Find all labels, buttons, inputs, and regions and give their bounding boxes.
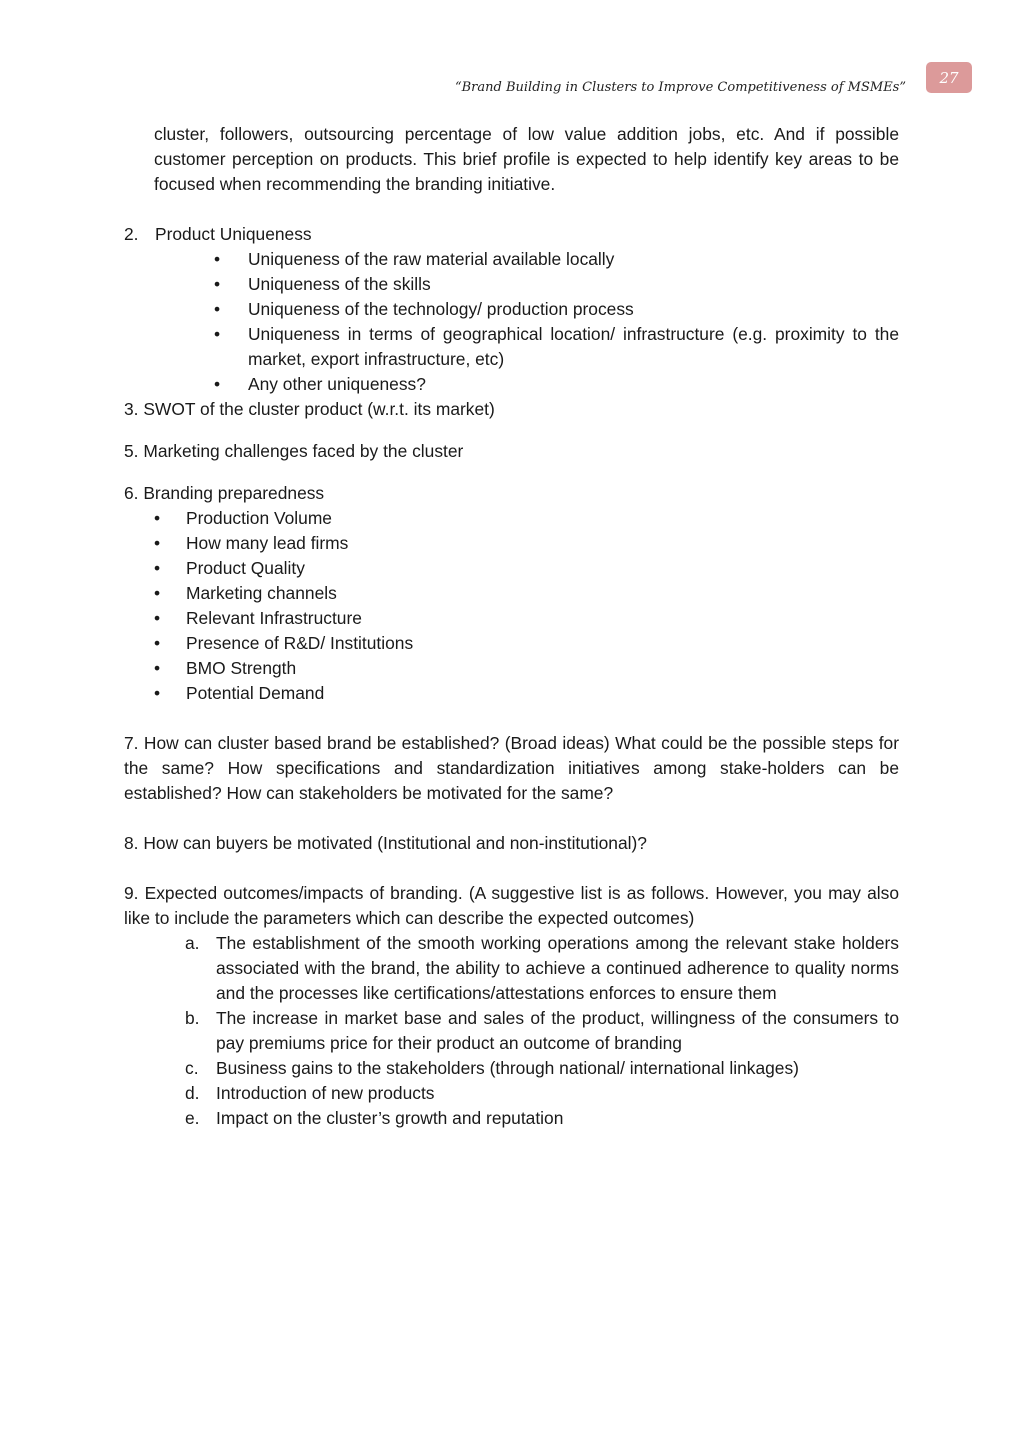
list-item-text: Business gains to the stakeholders (through national/ international linkages) <box>216 1058 799 1078</box>
list-marker: e. <box>185 1108 200 1128</box>
page-number-badge: 27 <box>926 62 972 93</box>
list-item <box>185 931 899 1006</box>
bullet-icon: • <box>214 274 221 294</box>
list-item-text: How many lead firms <box>186 533 349 553</box>
list-item-text: Production Volume <box>186 508 332 528</box>
list-item-text: Uniqueness of the technology/ production process <box>248 299 634 319</box>
bullet-icon: • <box>154 558 161 578</box>
list-item-text: The increase in market base and sales of the product, willingness of the consumers to pay premiums price for their product an outcome of branding <box>216 1008 899 1053</box>
document-body <box>124 122 899 1131</box>
list-item-text: Impact on the cluster’s growth and reputation <box>216 1108 564 1128</box>
bullet-icon: • <box>154 533 161 553</box>
bullet-icon: • <box>154 658 161 678</box>
bullet-icon: • <box>214 374 221 394</box>
list-item <box>154 531 899 556</box>
list-item <box>154 631 899 656</box>
section-8-paragraph: 8. How can buyers be motivated (Institutional and non-institutional)? <box>124 833 647 853</box>
list-item <box>214 372 899 397</box>
list-marker: b. <box>185 1008 200 1028</box>
list-item <box>154 506 899 531</box>
bullet-icon: • <box>214 249 221 269</box>
intro-paragraph: cluster, followers, outsourcing percentage of low value addition jobs, etc. And if possible customer perception on products. This brief profile is expected to help identify key areas to be focused when recommending the branding initiative. <box>154 124 899 194</box>
list-item <box>214 297 899 322</box>
list-item-text: Marketing channels <box>186 583 337 603</box>
list-item-text: Introduction of new products <box>216 1083 435 1103</box>
list-marker: d. <box>185 1083 200 1103</box>
list-item-text: Uniqueness in terms of geographical location/ infrastructure (e.g. proximity to the market, export infrastructure, etc) <box>248 324 899 369</box>
list-item <box>214 272 899 297</box>
section-9-intro: 9. Expected outcomes/impacts of branding. (A suggestive list is as follows. However, you may also like to include the parameters which can describe the expected outcomes) <box>124 883 899 928</box>
list-item-text: Product Quality <box>186 558 305 578</box>
list-item <box>185 1056 899 1081</box>
bullet-icon: • <box>214 324 221 344</box>
section-2-title: Product Uniqueness <box>155 224 312 244</box>
list-item-text: Any other uniqueness? <box>248 374 426 394</box>
list-item <box>154 606 899 631</box>
bullet-icon: • <box>154 608 161 628</box>
list-item <box>154 681 899 706</box>
list-item-text: Uniqueness of the skills <box>248 274 431 294</box>
bullet-icon: • <box>214 299 221 319</box>
list-marker: a. <box>185 933 200 953</box>
list-item-text: Potential Demand <box>186 683 325 703</box>
list-item-text: Relevant Infrastructure <box>186 608 362 628</box>
bullet-icon: • <box>154 683 161 703</box>
section-6-heading: 6. Branding preparedness <box>124 483 325 503</box>
section-2-heading <box>124 222 899 247</box>
list-item <box>214 322 899 372</box>
list-item-text: The establishment of the smooth working operations among the relevant stake holders associated with the brand, the ability to achieve a continued adherence to quality norms and the processes like certifications/attestations enforces to ensure them <box>216 933 899 1003</box>
section-7-paragraph: 7. How can cluster based brand be established? (Broad ideas) What could be the possible steps for the same? How specifications and standardization initiatives among stake-holders can be established? How can stakeholders be motivated for the same? <box>124 733 899 803</box>
list-item <box>154 556 899 581</box>
bullet-icon: • <box>154 583 161 603</box>
list-item <box>185 1081 899 1106</box>
section-3-heading: 3. SWOT of the cluster product (w.r.t. its market) <box>124 399 495 419</box>
bullet-icon: • <box>154 633 161 653</box>
preparedness-list <box>124 506 899 706</box>
list-marker: c. <box>185 1058 199 1078</box>
section-2-number: 2. <box>124 224 139 244</box>
list-item <box>154 656 899 681</box>
section-5-heading: 5. Marketing challenges faced by the cluster <box>124 441 464 461</box>
list-item-text: Presence of R&D/ Institutions <box>186 633 414 653</box>
list-item <box>214 247 899 272</box>
bullet-icon: • <box>154 508 161 528</box>
list-item-text: Uniqueness of the raw material available locally <box>248 249 615 269</box>
running-header-title: “Brand Building in Clusters to Improve Competitiveness of MSMEs” <box>454 80 906 95</box>
uniqueness-list <box>124 247 899 397</box>
outcomes-list <box>124 931 899 1131</box>
list-item <box>154 581 899 606</box>
list-item <box>185 1106 899 1131</box>
list-item <box>185 1006 899 1056</box>
list-item-text: BMO Strength <box>186 658 297 678</box>
